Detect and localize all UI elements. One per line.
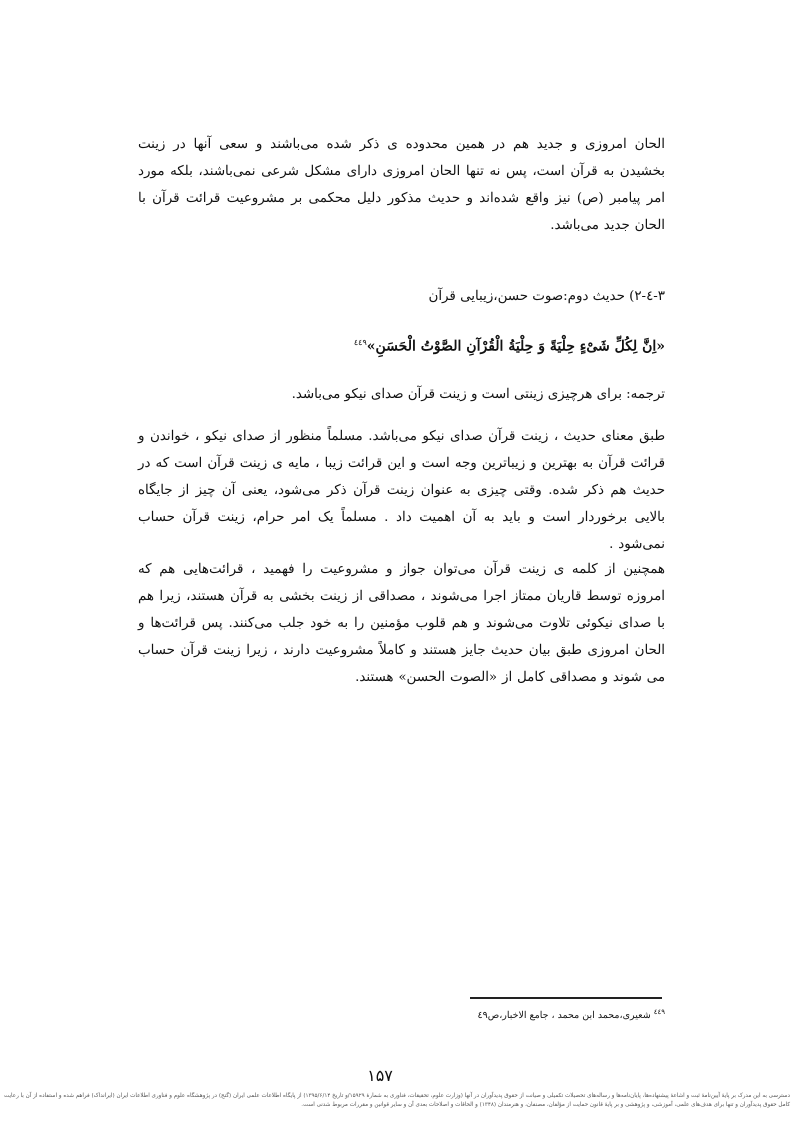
copyright-disclaimer: دسترسی به این مدرک بر پایهٔ آیین‌نامهٔ ثبت و اشاعهٔ پیشنهاده‌ها، پایان‌نامه‌ها و رساله‌های تحصیلات تکمیلی و صیانت از حقوق پدیدآوران در آنها (وزارت علوم، تحقیقات، فناوری به شمارهٔ ۱۵۹۲۹/و تاریخ ۱۳۹۵/۶/۱۴) از پایگاه اطلاعات علمی ایران (گنج) در پژوهشگاه علوم و فناوری اطلاعات ایران (ایرانداک) فراهم شده و استفاده از آن با رعایت کامل حقوق پدیدآوران و تنها برای هدف‌های علمی، آموزشی، و پژوهشی و بر پایهٔ قانون حمایت از مؤلفان، مصنفان، و هنرمندان (۱۳۴۸) و الحاقات و اصلاحات بعدی آن و سایر قوانین و مقررات مربوط شدنی است. xyxy=(4,1093,790,1108)
footnote xyxy=(300,1004,665,1024)
body-paragraph: الحان امروزی و جدید هم در همین محدوده ی ذکر شده می‌باشند و سعی آنها در زینت بخشیدن به قرآن است، پس نه تنها الحان امروزی دارای مشکل شرعی نمی‌باشند، بلکه مورد امر پیامبر (ص) نیز واقع شده‌اند و حدیث مذکور دلیل محکمی بر مشروعیت قرائت قرآن با الحان جدید می‌باشد. xyxy=(138,137,665,233)
body-paragraph: طبق معنای حدیث ، زینت قرآن صدای نیکو می‌باشد. مسلماً منظور از صدای نیکو ، خواندن و قرائت قرآن به بهترین و زیباترین وجه است و این قرائت زیبا ، مایه ی زینت قرآن است که در حدیث هم ذکر شده. وقتی چیزی به عنوان زینت قرآن ذکر می‌شود، یعنی آن چیز از جایگاه بالایی برخوردار است و باید به آن اهمیت داد . مسلماً یک امر حرام، زینت قرآن حساب نمی‌شود . xyxy=(138,429,665,552)
page-number: ۱۵۷ xyxy=(367,1066,393,1085)
footnote-number: ٤٤٩ xyxy=(653,1008,665,1016)
footnote-text: شعیری،محمد ابن محمد ، جامع الاخبار،ص٤٩ xyxy=(477,1010,651,1022)
body-paragraph: همچنین از کلمه ی زینت قرآن می‌توان جواز و مشروعیت را فهمید ، قرائت‌هایی هم که امروزه توسط قاریان ممتاز اجرا می‌شوند ، مصداقی از زینت بخشی به قرآن هستند، زیرا هم با صدای نیکوئی تلاوت می‌شوند و هم قلوب مؤمنین را به خود جلب می‌کنند. پس قرائت‌ها و الحان امروزی طبق بیان حدیث جایز هستند و کاملاً مشروعیت دارند ، زیرا زینت قرآن حساب می شوند و مصداقی کامل از «الصوت الحسن» هستند. xyxy=(138,562,665,685)
hadith-quote xyxy=(138,329,665,361)
hadith-text: «اِنَّ لِكُلِّ شَیْءٍ حِلْيَةً وَ حِلْيَةُ الْقُرْآنِ الصَّوْتُ الْحَسَنِ» xyxy=(366,338,665,355)
footnote-reference[interactable]: ٤٤٩ xyxy=(353,338,367,347)
footnote-divider xyxy=(470,997,662,999)
section-heading: ۳-٤-۲) حدیث دوم:صوت حسن،زیبایی قرآن xyxy=(428,289,665,304)
translation-text: ترجمه: برای هرچیزی زینتی است و زینت قرآن صدای نیکو می‌باشد. xyxy=(291,387,665,402)
